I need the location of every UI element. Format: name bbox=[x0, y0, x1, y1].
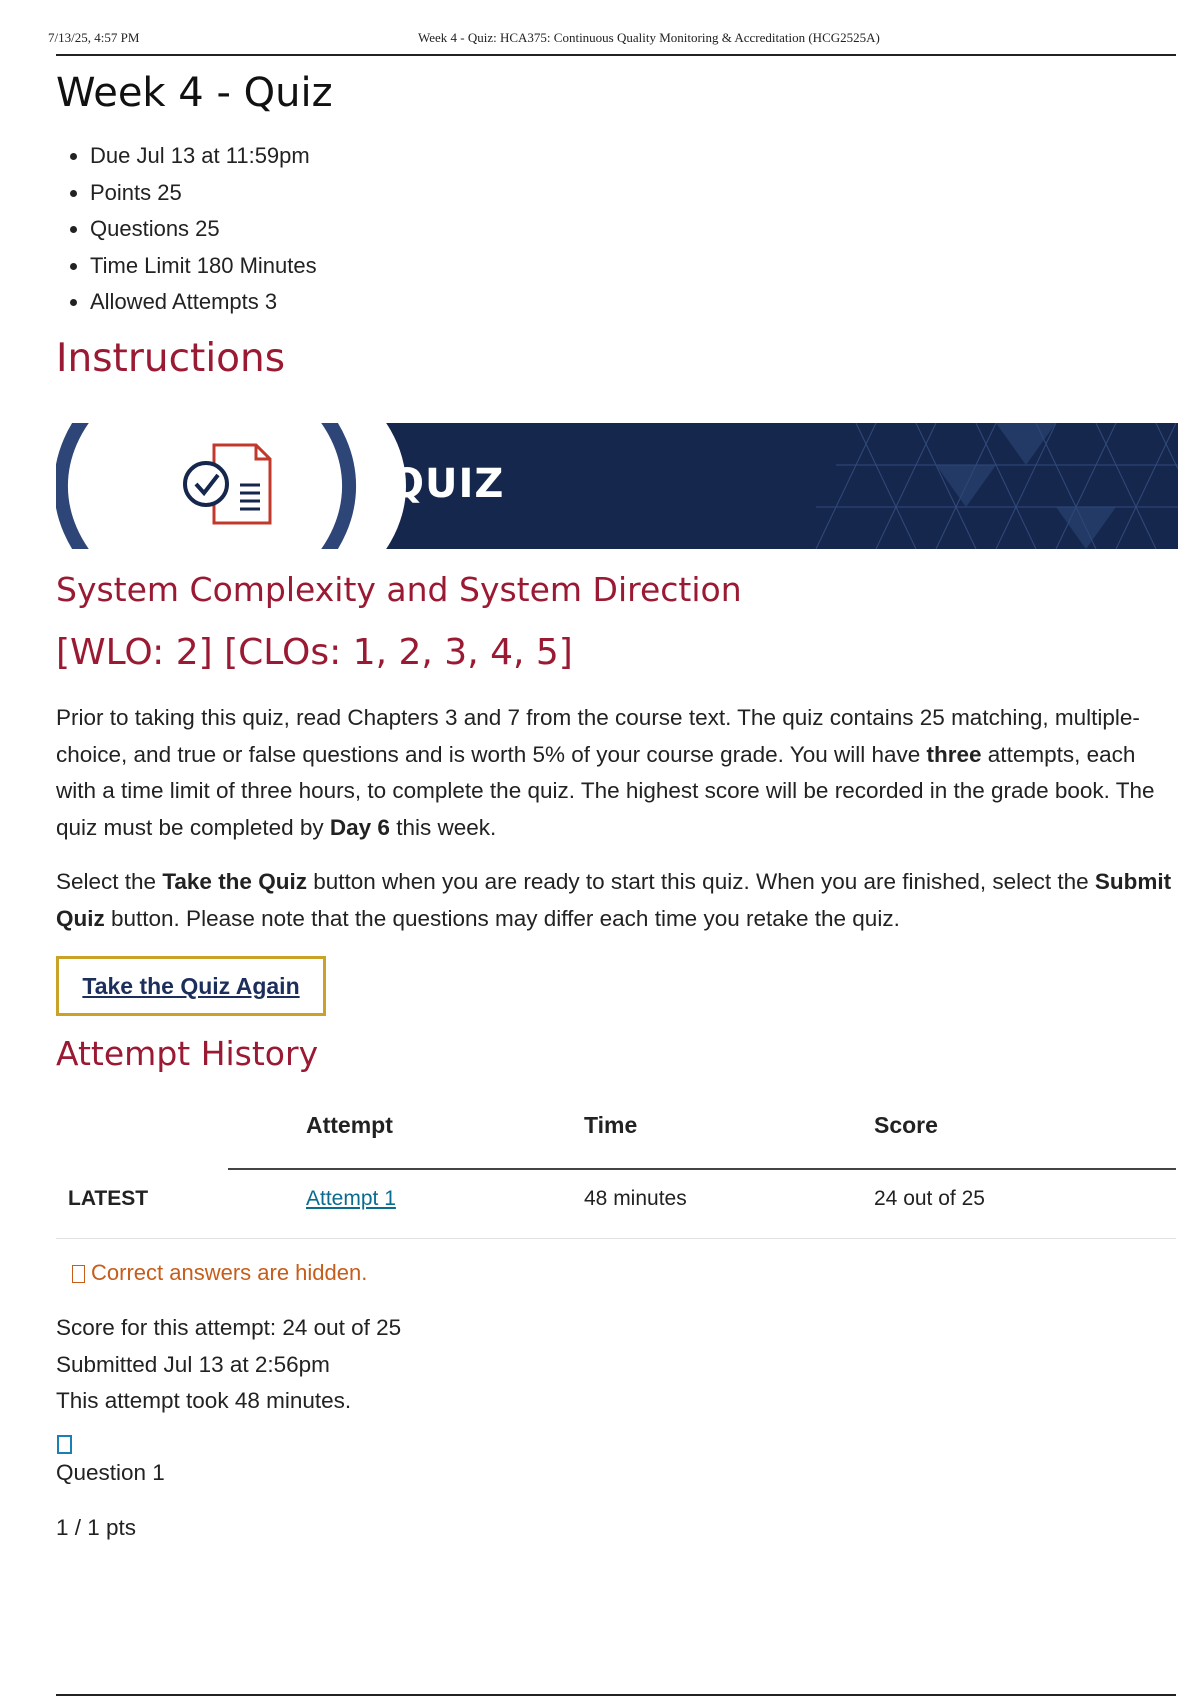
detail-points: • Points 25 bbox=[90, 175, 317, 212]
emphasis-submit-quiz: Submit Quiz bbox=[56, 869, 1172, 931]
attempt-score: 24 out of 25 bbox=[874, 1187, 985, 1210]
text: button when you are ready to start this quiz. When you are finished, select the bbox=[306, 869, 1095, 894]
question-points: 1 / 1 pts bbox=[56, 1515, 137, 1540]
detail-allowed-attempts: • Allowed Attempts 3 bbox=[90, 284, 317, 321]
text: this week. bbox=[389, 814, 497, 840]
text: Prior to taking this quiz, read Chapters 3 and 7 from the course text. The quiz contains 25 matching, multiple-choice, and true or false questions and is worth 5% of your course grade. You will have bbox=[56, 705, 1140, 767]
section-title: System Complexity and System Direction bbox=[56, 570, 742, 609]
text: attempts, each with a time limit of three hours, to complete the quiz. The highest score will be recorded in the grade book. The quiz must be completed by bbox=[56, 741, 1155, 840]
banner-label: QUIZ bbox=[390, 461, 505, 507]
column-header-score: Score bbox=[874, 1112, 938, 1138]
detail-questions: • Questions 25 bbox=[90, 211, 317, 248]
instructions-heading: Instructions bbox=[56, 336, 286, 381]
emphasis-three: three bbox=[926, 741, 982, 767]
text: Select the bbox=[56, 869, 163, 894]
print-doc-title: Week 4 - Quiz: HCA375: Continuous Quality Monitoring & Accreditation (HCG2525A) bbox=[418, 30, 880, 45]
attempt-summary bbox=[56, 1310, 401, 1420]
print-header bbox=[48, 30, 1152, 52]
table-header-rule bbox=[228, 1168, 1176, 1170]
attempt-duration-line: This attempt took 48 minutes. bbox=[56, 1388, 352, 1413]
question-label: Question 1 bbox=[56, 1460, 165, 1485]
column-header-attempt: Attempt bbox=[306, 1112, 393, 1138]
detail-due: • Due Jul 13 at 11:59pm bbox=[90, 138, 317, 175]
print-date: 7/13/25, 4:57 PM bbox=[48, 30, 140, 45]
emphasis-day-6: Day 6 bbox=[329, 814, 390, 840]
text: button. Please note that the questions may differ each time you retake the quiz. bbox=[104, 905, 900, 931]
latest-badge: LATEST bbox=[68, 1187, 149, 1210]
attempt-time: 48 minutes bbox=[584, 1187, 687, 1210]
column-header-time: Time bbox=[584, 1112, 638, 1138]
attempt-score-line: Score for this attempt: 24 out of 25 bbox=[56, 1315, 402, 1340]
page-title: Week 4 - Quiz bbox=[56, 70, 333, 116]
attempt-1-link[interactable]: Attempt 1 bbox=[306, 1187, 396, 1210]
flag-question-icon[interactable] bbox=[57, 1435, 72, 1454]
take-quiz-again-button[interactable] bbox=[56, 956, 326, 1016]
header-rule bbox=[56, 54, 1176, 56]
instructions-paragraph-1 bbox=[56, 700, 1176, 846]
correct-answers-hidden-text: Correct answers are hidden. bbox=[91, 1260, 368, 1285]
quiz-banner bbox=[56, 423, 1178, 549]
banner-graphic bbox=[56, 423, 1178, 549]
footer-rule bbox=[56, 1694, 1176, 1696]
correct-answers-hidden-note bbox=[72, 1260, 367, 1286]
wlo-clo-line: [WLO: 2] [CLOs: 1, 2, 3, 4, 5] bbox=[56, 632, 573, 673]
emphasis-take-the-quiz: Take the Quiz bbox=[162, 869, 307, 894]
instructions-paragraph-2 bbox=[56, 864, 1176, 937]
quiz-details-list bbox=[56, 138, 317, 321]
row-divider bbox=[56, 1238, 1176, 1239]
take-quiz-again-label: Take the Quiz Again bbox=[82, 972, 300, 999]
attempt-submitted-line: Submitted Jul 13 at 2:56pm bbox=[56, 1351, 330, 1377]
attempt-history-heading: Attempt History bbox=[56, 1034, 319, 1073]
warning-icon bbox=[72, 1265, 85, 1283]
detail-time-limit: • Time Limit 180 Minutes bbox=[90, 248, 317, 285]
